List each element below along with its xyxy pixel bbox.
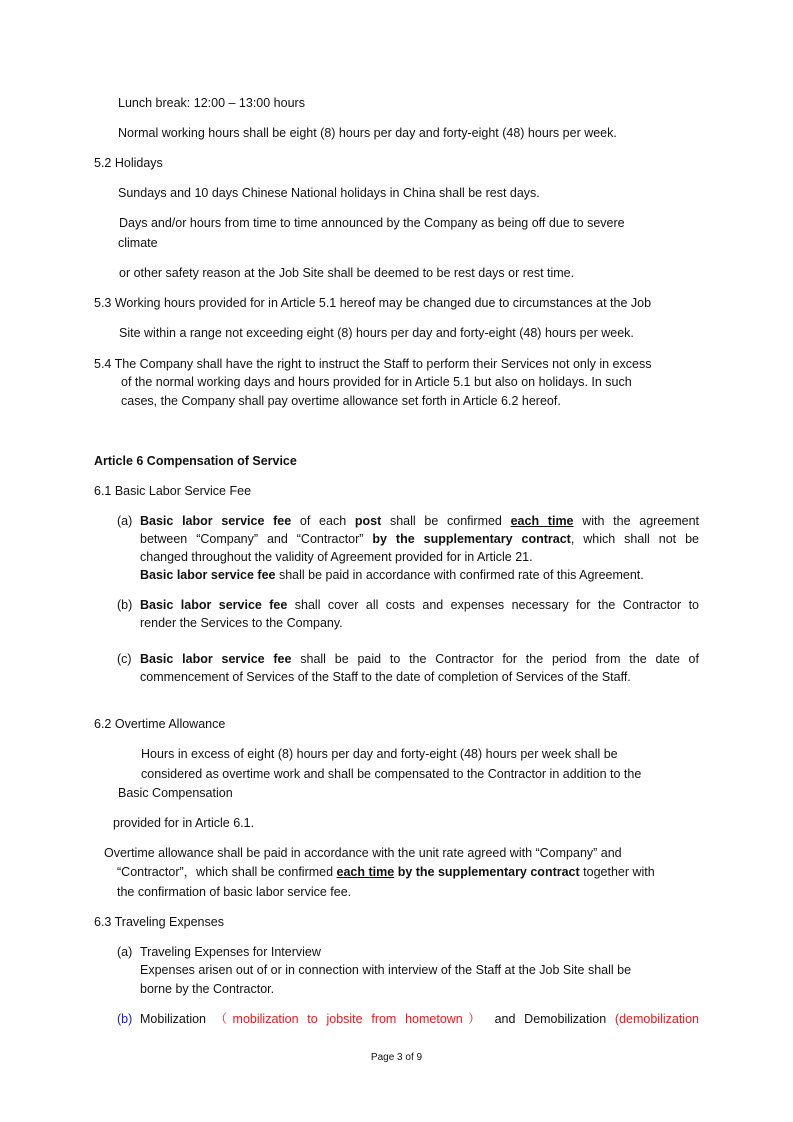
item-c-label: (c) <box>117 652 132 666</box>
allowance-line1: Overtime allowance shall be paid in accordance with the unit rate agreed with “Company” and <box>104 846 622 860</box>
section-5-2-heading: 5.2 Holidays <box>94 156 163 170</box>
travel-a-line2: Expenses arisen out of or in connection with interview of the Staff at the Job Site shall be <box>140 963 632 977</box>
item-b-paragraph <box>140 596 699 632</box>
lunch-break-line: Lunch break: 12:00 – 13:00 hours <box>118 96 305 110</box>
normal-hours-line: Normal working hours shall be eight (8) hours per day and forty-eight (48) hours per week. <box>118 126 617 140</box>
travel-a-line3: borne by the Contractor. <box>140 982 275 996</box>
section-5-3-line1: 5.3 Working hours provided for in Article 5.1 hereof may be changed due to circumstances at the Job <box>94 296 652 310</box>
travel-a-label: (a) <box>117 945 133 959</box>
allowance-line3: the confirmation of basic labor service fee. <box>117 885 352 899</box>
item-a-line4: Basic labor service fee shall be paid in accordance with confirmed rate of this Agreement. <box>140 568 644 582</box>
item-b-line1: Basic labor service fee shall cover all costs and expenses necessary for the Contractor to <box>140 598 699 612</box>
travel-b-line1: Mobilization （mobilization to jobsite from hometown） and Demobilization (demobilization <box>140 1012 699 1026</box>
sundays-line: Sundays and 10 days Chinese National holidays in China shall be rest days. <box>118 186 540 200</box>
section-6-2-heading: 6.2 Overtime Allowance <box>94 717 226 731</box>
item-a-label: (a) <box>117 514 133 528</box>
travel-a-title: Traveling Expenses for Interview <box>140 945 321 959</box>
section-5-4-line2: of the normal working days and hours provided for in Article 5.1 but also on holidays. In such <box>121 375 632 389</box>
travel-b-paragraph <box>140 1010 699 1028</box>
item-a-paragraph <box>140 512 699 584</box>
section-5-4-line1: 5.4 The Company shall have the right to instruct the Staff to perform their Services not only in excess <box>94 357 652 371</box>
allowance-line2: “Contractor”，which shall be confirmed each time by the supplementary contract together with <box>117 865 655 879</box>
section-5-3-line2: Site within a range not exceeding eight (8) hours per day and forty-eight (48) hours per week. <box>119 326 634 340</box>
overtime-line4: provided for in Article 6.1. <box>113 816 255 830</box>
overtime-line2: considered as overtime work and shall be compensated to the Contractor in addition to the <box>141 767 642 781</box>
item-c-line1: Basic labor service fee shall be paid to the Contractor for the period from the date of <box>140 652 699 666</box>
item-c-line2: commencement of Services of the Staff to the date of completion of Services of the Staff. <box>140 670 631 684</box>
section-6-3-heading: 6.3 Traveling Expenses <box>94 915 224 929</box>
item-a-line3: changed throughout the validity of Agreement provided for in Article 21. <box>140 550 533 564</box>
item-b-line2: render the Services to the Company. <box>140 616 343 630</box>
item-c-paragraph <box>140 650 699 686</box>
climate-line: climate <box>118 236 158 250</box>
section-6-1-heading: 6.1 Basic Labor Service Fee <box>94 484 252 498</box>
safety-line: or other safety reason at the Job Site shall be deemed to be rest days or rest time. <box>119 266 575 280</box>
page-number: Page 3 of 9 <box>370 1052 423 1063</box>
overtime-line1: Hours in excess of eight (8) hours per day and forty-eight (48) hours per week shall be <box>141 747 618 761</box>
item-a-line2: between “Company” and “Contractor” by the supplementary contract, which shall not be <box>140 532 700 546</box>
travel-b-label: (b) <box>117 1012 133 1026</box>
item-b-label: (b) <box>117 598 133 612</box>
overtime-line3: Basic Compensation <box>118 786 233 800</box>
item-a-line1: Basic labor service fee of each post shall be confirmed each time with the agreement <box>140 514 700 528</box>
article-6-heading: Article 6 Compensation of Service <box>94 454 297 468</box>
section-5-4-line3: cases, the Company shall pay overtime allowance set forth in Article 6.2 hereof. <box>121 394 561 408</box>
days-hours-line: Days and/or hours from time to time announced by the Company as being off due to severe <box>119 216 625 230</box>
